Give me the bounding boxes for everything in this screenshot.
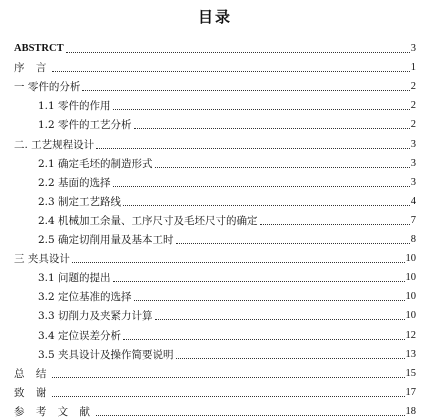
toc-entry bbox=[14, 151, 416, 170]
page-title: 目录 bbox=[197, 8, 232, 26]
toc-dot-leader bbox=[176, 243, 410, 244]
toc-entry-label: 2.2 基面的选择 bbox=[38, 176, 111, 189]
toc-entry-label: 3.2 定位基准的选择 bbox=[38, 291, 132, 304]
toc-entry-page-number: 3 bbox=[410, 176, 416, 188]
toc-entry-page-number: 7 bbox=[410, 214, 416, 226]
toc-entry-label: ABSTRCT bbox=[14, 43, 64, 55]
toc-entry-page-number: 12 bbox=[405, 329, 416, 341]
toc-entry bbox=[14, 322, 416, 341]
toc-entry-page-number: 8 bbox=[410, 234, 416, 246]
toc-entry-page-number: 10 bbox=[405, 272, 416, 284]
toc-entry-label: 致 谢 bbox=[14, 386, 51, 399]
toc-dot-leader bbox=[176, 358, 405, 359]
toc-entry-page-number: 3 bbox=[410, 138, 416, 150]
toc-entry bbox=[14, 112, 416, 131]
toc-entry-page-number: 4 bbox=[410, 195, 416, 207]
toc-entry-label: 总 结 bbox=[14, 367, 51, 380]
toc-entry bbox=[14, 399, 416, 418]
toc-dot-leader bbox=[134, 300, 405, 301]
toc-dot-leader bbox=[113, 281, 405, 282]
toc-entry-page-number: 2 bbox=[410, 119, 416, 131]
toc-entry-label: 三 夹具设计 bbox=[14, 253, 70, 266]
toc-entry bbox=[14, 361, 416, 380]
toc-entry-label: 1.2 零件的工艺分析 bbox=[38, 119, 132, 132]
toc-entry-page-number: 3 bbox=[410, 43, 416, 55]
toc-entry bbox=[14, 93, 416, 112]
toc-dot-leader bbox=[66, 52, 410, 53]
toc-entry bbox=[14, 189, 416, 208]
toc-entry bbox=[14, 380, 416, 399]
toc-entry bbox=[14, 131, 416, 150]
toc-entry-label: 2.3 制定工艺路线 bbox=[38, 195, 122, 208]
toc-dot-leader bbox=[123, 205, 410, 206]
toc-entry bbox=[14, 246, 416, 265]
toc-entry bbox=[14, 265, 416, 284]
toc-entry-label: 3.1 问题的提出 bbox=[38, 272, 111, 285]
toc-dot-leader bbox=[82, 90, 409, 91]
toc-entry-label: 3.4 定位误差分析 bbox=[38, 329, 122, 342]
toc-dot-leader bbox=[52, 396, 404, 397]
toc-entry-label: 2.4 机械加工余量、工序尺寸及毛坯尺寸的确定 bbox=[38, 214, 258, 227]
toc-entry-label: 3.3 切削力及夹紧力计算 bbox=[38, 310, 153, 323]
toc-entry-label: 1.1 零件的作用 bbox=[38, 100, 111, 113]
toc-entry-page-number: 15 bbox=[405, 367, 416, 379]
toc-entry-page-number: 18 bbox=[405, 405, 416, 417]
toc-dot-leader bbox=[52, 377, 404, 378]
toc-entry bbox=[14, 74, 416, 93]
toc-entry-page-number: 2 bbox=[410, 100, 416, 112]
toc-dot-leader bbox=[113, 186, 410, 187]
toc-dot-leader bbox=[123, 339, 404, 340]
toc-dot-leader bbox=[96, 148, 410, 149]
toc-entry-label: 2.1 确定毛坯的制造形式 bbox=[38, 157, 153, 170]
toc-dot-leader bbox=[260, 224, 410, 225]
toc-entry bbox=[14, 36, 416, 55]
toc-dot-leader bbox=[113, 109, 410, 110]
toc-entry bbox=[14, 227, 416, 246]
toc-entry-label: 参 考 文 献 bbox=[14, 405, 95, 418]
toc-entry-label: 3.5 夹具设计及操作简要说明 bbox=[38, 348, 174, 361]
toc-list bbox=[14, 36, 416, 418]
toc-entry-page-number: 13 bbox=[405, 348, 416, 360]
toc-entry bbox=[14, 303, 416, 322]
toc-dot-leader bbox=[72, 262, 405, 263]
toc-entry-page-number: 10 bbox=[405, 253, 416, 265]
toc-entry-page-number: 1 bbox=[410, 62, 416, 74]
toc-entry bbox=[14, 170, 416, 189]
toc-entry-label: 二. 工艺规程设计 bbox=[14, 138, 95, 151]
toc-dot-leader bbox=[96, 415, 404, 416]
toc-entry-page-number: 10 bbox=[405, 310, 416, 322]
toc-entry-page-number: 17 bbox=[405, 386, 416, 398]
toc-entry-label: 序 言 bbox=[14, 62, 51, 75]
toc-dot-leader bbox=[52, 71, 409, 72]
toc-entry bbox=[14, 284, 416, 303]
toc-entry-page-number: 3 bbox=[410, 157, 416, 169]
toc-dot-leader bbox=[155, 319, 405, 320]
toc-entry-label: 一 零件的分析 bbox=[14, 81, 81, 94]
toc-entry-page-number: 10 bbox=[405, 291, 416, 303]
toc-entry bbox=[14, 55, 416, 74]
toc-entry-page-number: 2 bbox=[410, 81, 416, 93]
toc-dot-leader bbox=[155, 167, 410, 168]
toc-dot-leader bbox=[134, 128, 410, 129]
toc-entry-label: 2.5 确定切削用量及基本工时 bbox=[38, 234, 174, 247]
toc-entry bbox=[14, 208, 416, 227]
toc-entry bbox=[14, 342, 416, 361]
